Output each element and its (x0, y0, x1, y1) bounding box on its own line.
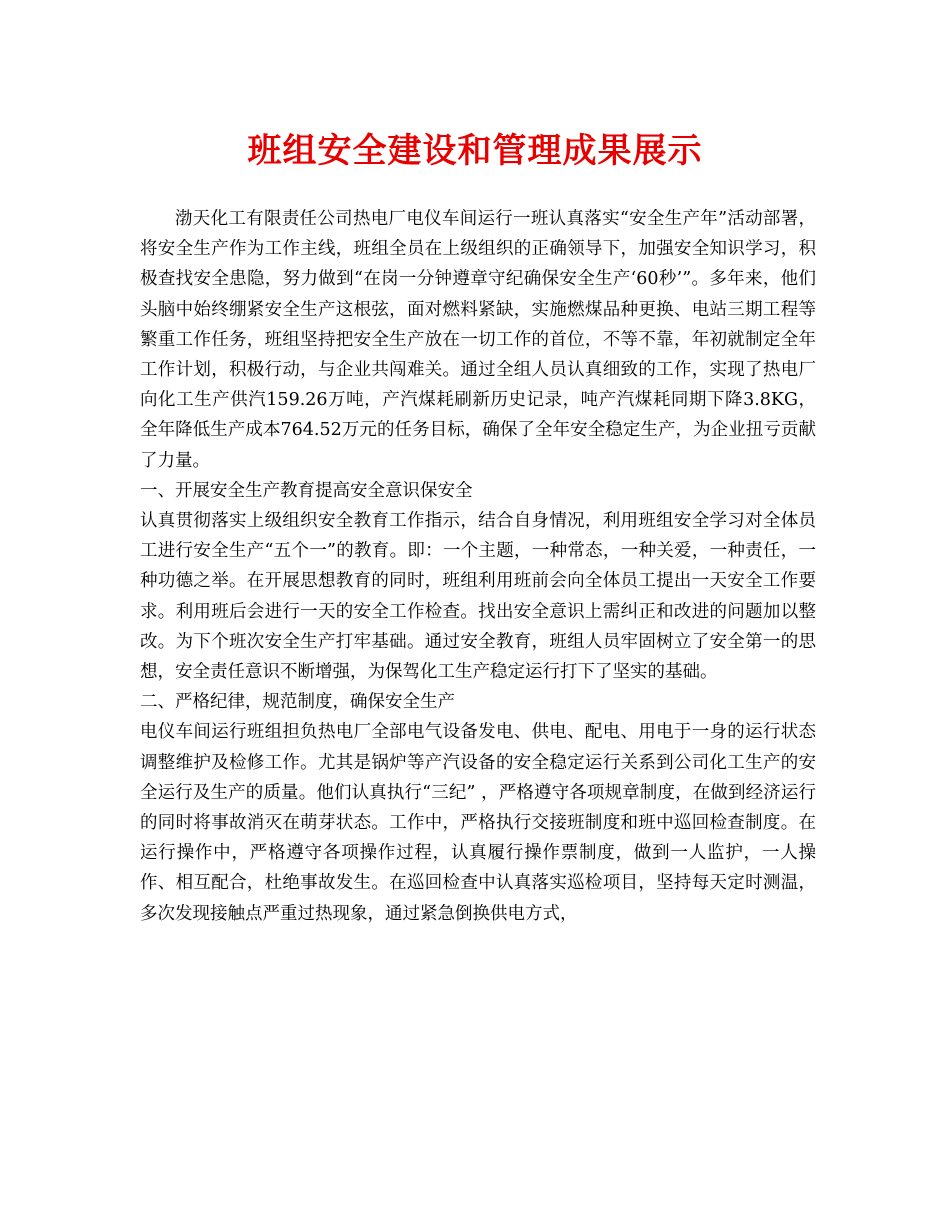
section-heading-2: 二、严格纪律，规范制度，确保安全生产 (140, 692, 455, 713)
document-title: 班组安全建设和管理成果展示 (247, 131, 703, 171)
document-body (140, 204, 816, 929)
section-heading-1: 一、开展安全生产教育提高安全意识保安全 (140, 480, 473, 501)
section-1-paragraph: 认真贯彻落实上级组织安全教育工作指示，结合自身情况，利用班组安全学习对全体员工进行安全生产“五个一”的教育。即：一个主题，一种常态，一种关爱，一种责任，一种功德之举。在开展思想教育的同时，班组利用班前会向全体员工提出一天安全工作要求。利用班后会进行一天的安全工作检查。找出安全意识上需纠正和改进的问题加以整改。为下个班次安全生产打牢基础。通过安全教育，班组人员牢固树立了安全第一的思想，安全责任意识不断增强，为保驾化工生产稳定运行打下了坚实的基础。 (140, 511, 816, 683)
intro-paragraph: 渤天化工有限责任公司热电厂电仪车间运行一班认真落实“安全生产年”活动部署，将安全生产作为工作主线，班组全员在上级组织的正确领导下，加强安全知识学习，积极查找安全患隐，努力做到“在岗一分钟遵章守纪确保安全生产‘60秒’”。多年来，他们头脑中始终绷紧安全生产这根弦，面对燃料紧缺，实施燃煤品种更换、电站三期工程等繁重工作任务，班组坚持把安全生产放在一切工作的首位，不等不靠，年初就制定全年工作计划，积极行动，与企业共闯难关。通过全组人员认真细致的工作，实现了热电厂向化工生产供汽159.26万吨，产汽煤耗刷新历史记录，吨产汽煤耗同期下降3.8KG，全年降低生产成本764.52万元的任务目标，确保了全年安全稳定生产，为企业扭亏贡献了力量。 (140, 209, 816, 471)
section-2-paragraph: 电仪车间运行班组担负热电厂全部电气设备发电、供电、配电、用电于一身的运行状态调整维护及检修工作。尤其是锅炉等产汽设备的安全稳定运行关系到公司化工生产的安全运行及生产的质量。他们认真执行“三纪” ，严格遵守各项规章制度，在做到经济运行的同时将事故消灭在萌芽状态。工作中，严格执行交接班制度和班中巡回检查制度。在运行操作中，严格遵守各项操作过程，认真履行操作票制度，做到一人监护，一人操作、相互配合，杜绝事故发生。在巡回检查中认真落实巡检项目，坚持每天定时测温，多次发现接触点严重过热现象，通过紧急倒换供电方式， (140, 722, 816, 924)
